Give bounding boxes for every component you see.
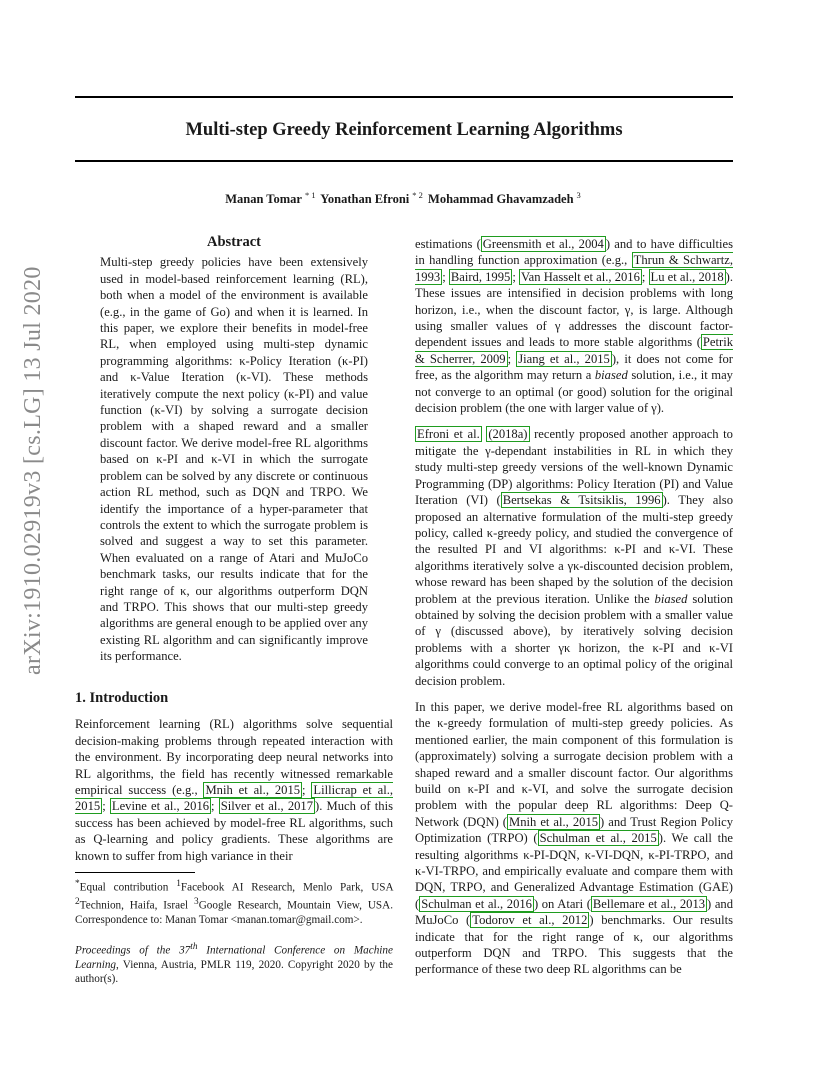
paragraph-text: ) and Trust Region Policy Optimization (TRPO) ( xyxy=(415,814,734,846)
introduction-section xyxy=(75,690,393,874)
footnote-text: Google Research, Mountain View, USA. xyxy=(198,899,394,912)
footnote-text: Technion, Haifa, Israel xyxy=(79,899,189,912)
abstract-heading: Abstract xyxy=(207,234,261,250)
citation-link[interactable]: Mnih et al., 2015 xyxy=(205,783,301,798)
citation-link[interactable]: Schulman et al., 2016 xyxy=(421,896,532,911)
text-separator: ; xyxy=(102,799,110,814)
citation-link[interactable]: Van Hasselt et al., 2016 xyxy=(520,269,640,284)
paragraph-text: solution obtained by solving the decision problem with a smaller value of γ (discussed above), by iteratively solving decision problems with a shorter γκ horizon, the κ-PI and κ-VI algorithms could converge to an optimal policy of the original decision problem. xyxy=(415,591,733,688)
citation-link[interactable]: Baird, 1995 xyxy=(450,269,511,284)
paragraph-text: In this paper, we derive model-free RL algorithms based on the κ-greedy formulation of multi-step greedy policies. As mentioned earlier, the main component of this formulation is (approximately) solving a surrogate decision problem with a shaped reward and a smaller discount factor. Our algorithms build on κ-PI and κ-VI, and solve the surrogate decision problem with the popular deep RL algorithms: Deep Q-Network (DQN) ( xyxy=(415,699,733,829)
citation-link[interactable]: Levine et al., 2016 xyxy=(111,799,210,814)
author-list xyxy=(75,190,733,207)
paragraph-text: recently proposed another approach to mitigate the γ-dependant instabilities in RL in which they study multi-step greedy versions of the well-known Dynamic Programming (DP) algorithms: Policy Iteration (PI) and Value Iteration (VI) ( xyxy=(415,427,733,508)
paragraph-text: ) on Atari ( xyxy=(533,896,591,911)
proceedings-ordinal: th xyxy=(190,941,198,952)
text-separator: ; xyxy=(507,351,517,366)
paragraph-text: ). We call the resulting algorithms κ-PI-DQN, κ-VI-DQN, κ-PI-TRPO, and κ-VI-TRPO, and empirically evaluate and compare them with DQN, TRPO, and Generalized Advantage Estimation (GAE) ( xyxy=(415,831,733,911)
footnote-mark: 3 xyxy=(194,897,199,908)
footnote-mark: 1 xyxy=(176,879,181,889)
citation-link[interactable]: Efroni et al. xyxy=(417,427,480,442)
paragraph-text: ) and MuJoCo ( xyxy=(415,896,734,928)
text-separator: ; xyxy=(442,269,449,284)
paragraph-text: ) benchmarks. Our results indicate that for the right range of κ, our algorithms outperform DQN and TRPO. This suggests that the performance of these two deep RL algorithms can be xyxy=(415,913,733,977)
citation-link[interactable]: Bellemare et al., 2013 xyxy=(592,896,706,911)
citation-link[interactable]: Todorov et al., 2012 xyxy=(472,913,588,928)
text-separator: ; xyxy=(211,799,219,814)
correspondence-text: Correspondence to: Manan Tomar <manan.tomar@gmail.com>. xyxy=(75,914,363,927)
section-heading: 1. Introduction xyxy=(75,690,169,706)
citation-link[interactable]: Bertsekas & Tsitsiklis, 1996 xyxy=(502,493,661,508)
text-separator: ; xyxy=(302,783,312,798)
author-name: Manan Tomar xyxy=(225,192,302,206)
paragraph xyxy=(415,236,733,416)
citation-link[interactable]: Lu et al., 2018 xyxy=(650,269,724,284)
citation-link[interactable]: Petrik & Scherrer, 2009 xyxy=(415,335,733,366)
right-column xyxy=(415,236,733,988)
text-separator: ; xyxy=(512,269,519,284)
paragraph-text: solution, i.e., it may not converge to an optimal (or good) solution for the original decision problem (the one with larger value of γ). xyxy=(415,368,733,416)
citation-link[interactable]: (2018a) xyxy=(488,427,528,442)
footnote-text: Equal contribution xyxy=(79,881,169,894)
paragraph-text: ). Much of this success has been achieved by model-free RL algorithms, such as Q-learning and policy gradients. These algorithms are known to suffer from high variance in their xyxy=(75,799,393,863)
author-affiliation-marks: * 1 xyxy=(304,190,316,200)
abstract-section xyxy=(100,234,368,665)
paragraph-text: estimations ( xyxy=(415,237,481,251)
footnote-affiliations xyxy=(75,877,393,928)
citation-link[interactable]: Silver et al., 2017 xyxy=(220,799,314,814)
emphasis-text: biased xyxy=(654,591,688,606)
author-name: Yonathan Efroni xyxy=(320,192,410,206)
paragraph xyxy=(75,716,393,864)
citation-link[interactable]: Lillicrap et al., 2015 xyxy=(75,783,393,814)
proceedings-text: Proceedings of the 37 xyxy=(75,944,191,957)
author-name: Mohammad Ghavamzadeh xyxy=(428,192,574,206)
title-rule xyxy=(75,160,733,162)
proceedings-text: International Conference on Machine Learning xyxy=(75,944,393,971)
author-affiliation-marks: 3 xyxy=(576,190,581,200)
citation-link[interactable]: Mnih et al., 2015 xyxy=(509,814,599,829)
proceedings-text: , Vienna, Austria, PMLR 119, 2020. Copyright 2020 by the author(s). xyxy=(75,958,393,986)
footnote-rule xyxy=(75,872,195,873)
emphasis-text: biased xyxy=(594,368,628,383)
footnotes xyxy=(75,872,393,987)
citation-link[interactable]: Greensmith et al., 2004 xyxy=(482,237,604,251)
arxiv-identifier: arXiv:1910.02919v3 [cs.LG] 13 Jul 2020 xyxy=(20,266,46,675)
abstract-text: Multi-step greedy policies have been extensively used in model-based reinforcement learning (RL), both when a model of the environment is available (e.g., in the game of Go) and when it is learned. In this paper, we explore their benefits in model-free RL, when employed using multi-step dynamic programming algorithms: κ-Policy Iteration (κ-PI) and κ-Value Iteration (κ-VI). These methods iteratively compute the next policy (κ-PI) and value function (κ-VI) by solving a surrogate decision problem with a shaped reward and a smaller discount factor. We derive model-free RL algorithms based on κ-PI and κ-VI in which the surrogate problem can be solved by any discrete or continuous action RL method, such as DQN and TRPO. We identify the importance of a hyper-parameter that controls the extent to which the surrogate problem is solved and suggest a way to set this parameter. When evaluated on a range of Atari and MuJoCo benchmark tasks, our results indicate that for the right range of κ, our algorithms outperform DQN and TRPO. This shows that our multi-step greedy algorithms are general enough to be applied over any existing RL algorithm and can significantly improve its performance. xyxy=(100,255,368,664)
author-affiliation-marks: * 2 xyxy=(412,190,423,200)
paper-title: Multi-step Greedy Reinforcement Learning Algorithms xyxy=(185,120,623,140)
citation-link[interactable]: Jiang et al., 2015 xyxy=(518,351,610,366)
paragraph xyxy=(415,426,733,689)
paragraph-text: ). They also proposed an alternative formulation of the multi-step greedy policy, called κ-greedy policy, and studied the convergence of the resulted PI and VI algorithms: κ-PI and κ-VI. These algorithms iteratively solve a γκ-discounted decision problem, whose reward has been shaped by the solution of the decision problem at the previous iteration. Unlike the xyxy=(415,493,734,606)
paragraph-text: ). These issues are intensified in decision problems with long horizon, i.e., when the discount factor, γ, is large. Although using smaller values of γ addresses the discount factor-dependent issues and leads to more stable algorithms ( xyxy=(415,269,733,350)
footnote-mark: * xyxy=(75,879,80,889)
citation-link[interactable]: Thrun & Schwartz, 1993 xyxy=(415,253,733,284)
paragraph-text: Reinforcement learning (RL) algorithms solve sequential decision-making problems through repeated interaction with the environment. By incorporating deep neural networks into RL algorithms, the field has recently witnessed remarkable empirical success (e.g., xyxy=(75,717,393,798)
proceedings-note xyxy=(75,940,393,987)
paragraph xyxy=(415,699,733,978)
footnote-text: Facebook AI Research, Menlo Park, USA xyxy=(180,881,393,894)
text-separator: ; xyxy=(641,269,649,284)
paragraph-text: ), it does not come for free, as the algorithm may return a xyxy=(415,351,734,383)
citation-link[interactable]: Schulman et al., 2015 xyxy=(539,831,657,846)
top-rule xyxy=(75,96,733,98)
paragraph-text: ) and to have difficulties in handling function approximation (e.g., xyxy=(415,237,733,268)
footnote-mark: 2 xyxy=(75,897,80,908)
